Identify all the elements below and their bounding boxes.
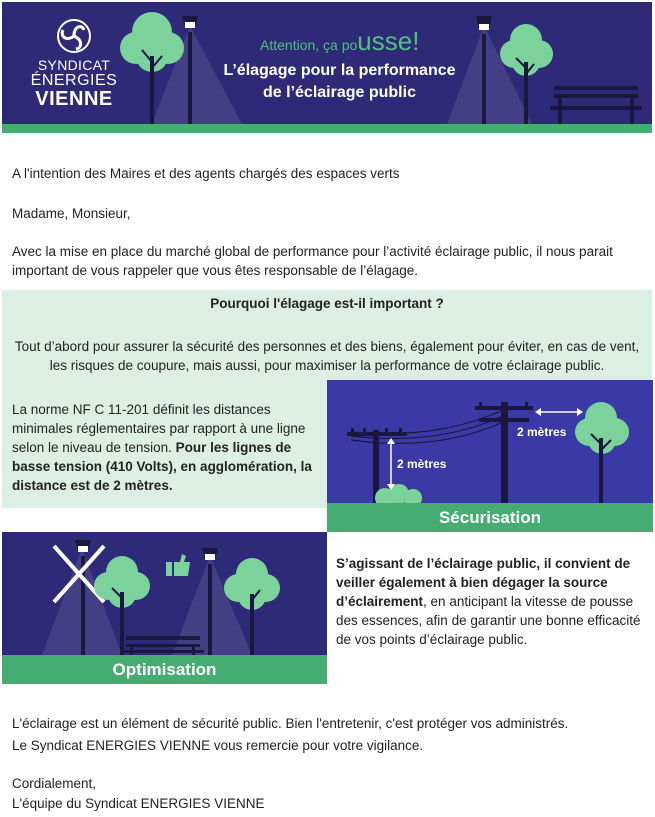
salutation: Madame, Monsieur, (12, 206, 131, 221)
norm-bold-text: Pour les lignes de basse tension (410 Volts), en agglomération, la distance est de 2 mètres. (12, 440, 312, 493)
signature: L'équipe du Syndicat ENERGIES VIENNE (12, 796, 265, 811)
optimisation-label: Optimisation (2, 655, 327, 684)
syndicat-logo (24, 18, 124, 109)
norm-text: La norme NF C 11-201 définit les distances minimales réglementaires par rapport à une ligne selon le niveau de tension. (12, 402, 306, 455)
closing-line-2: Le Syndicat ENERGIES VIENNE vous remercie pour votre vigilance. (12, 738, 424, 753)
lighting-paragraph (336, 554, 646, 649)
why-title: Pourquoi l'élagage est-il important ? (210, 296, 444, 311)
tagline (260, 26, 419, 57)
norm-paragraph (12, 400, 318, 495)
securisation-illustration (327, 380, 653, 503)
header-title-line-2: de l’éclairage public (263, 84, 416, 101)
recipients-line: A l'intention des Maires et des agents chargés des espaces verts (12, 166, 400, 181)
tagline-prefix: Attention, ça po (260, 37, 358, 53)
intro-paragraph: Avec la mise en place du marché global de performance pour l’activité éclairage public, il nous parait important de vous rappeler que vous êtes responsable de l’élagage. (12, 244, 613, 278)
vertical-distance-label: 2 mètres (397, 457, 447, 471)
header-banner (2, 2, 652, 124)
tree-icon (575, 402, 629, 503)
logo-line-2: ÉNERGIES (30, 72, 118, 89)
lighting-text: , en anticipant la vitesse de pousse des essences, afin de garantir une bonne efficacité de vos points d’éclairage public. (336, 594, 641, 647)
logo-line-1: SYNDICAT (37, 57, 111, 73)
regards: Cordialement, (12, 776, 97, 791)
header-accent-strip (2, 124, 652, 133)
optimisation-illustration (2, 532, 327, 655)
horizontal-distance-label: 2 mètres (517, 425, 567, 439)
utility-pole-icon (475, 402, 533, 503)
logo-swirl-icon (56, 18, 92, 54)
double-arrow-icon (387, 438, 395, 490)
closing-line-1: L'éclairage est un élément de sécurité public. Bien l'entretenir, c'est protéger vos administrés. (12, 716, 569, 731)
bench-icon (122, 636, 204, 655)
header-title (202, 60, 477, 104)
why-paragraph: Tout d’abord pour assurer la sécurité des personnes et des biens, également pour éviter, en cas de vent, les risques de coupure, mais aussi, pour maximiser la performance de votre éclairage public. (14, 339, 640, 373)
lighting-bold-text: S’agissant de l’éclairage public, il convient de veiller également à bien dégager la source d’éclairement (336, 556, 631, 609)
thumbs-up-icon (166, 554, 190, 576)
securisation-label: Sécurisation (327, 503, 653, 532)
double-arrow-icon (535, 408, 583, 416)
header-title-line-1: L’élagage pour la performance (223, 62, 456, 79)
tagline-suffix: usse! (357, 26, 420, 56)
logo-line-3: VIENNE (35, 88, 113, 110)
bush-icon (375, 484, 422, 503)
bench-icon (550, 86, 642, 124)
